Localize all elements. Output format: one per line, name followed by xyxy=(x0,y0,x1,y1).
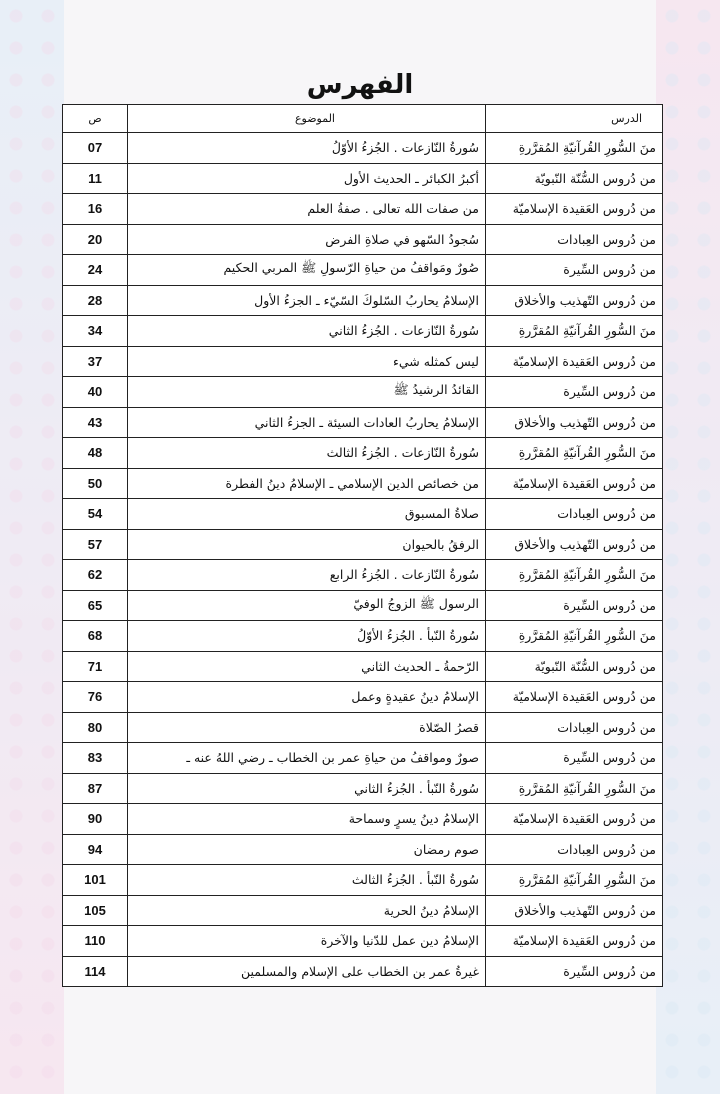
row-page-cell: 57 xyxy=(63,529,128,560)
row-lesson-cell: من دُروس التّهذيب والأخلاق xyxy=(486,895,663,926)
table-row xyxy=(63,224,663,255)
row-lesson-cell: من دُروس العِبادات xyxy=(486,224,663,255)
row-page-cell: 37 xyxy=(63,346,128,377)
row-topic-cell: ليس كمثله شيء xyxy=(128,346,486,377)
row-topic-cell: صورٌ ومواقفُ من حياةِ عمر بن الخطاب ـ رضي اللهُ عنه ـ xyxy=(128,743,486,774)
table-row xyxy=(63,468,663,499)
row-topic-cell: من خصائص الدين الإسلامي ـ الإسلامُ دينُ الفطرة xyxy=(128,468,486,499)
table-row xyxy=(63,438,663,469)
page-title: الفهرس xyxy=(306,70,414,100)
row-lesson-cell: من دُروس العِبادات xyxy=(486,712,663,743)
table-row xyxy=(63,834,663,865)
row-page-cell: 54 xyxy=(63,499,128,530)
row-lesson-cell: من دُروس التّهذيب والأخلاق xyxy=(486,529,663,560)
table-row xyxy=(63,560,663,591)
row-page-cell: 24 xyxy=(63,255,128,286)
header-page: ص xyxy=(63,105,128,133)
row-lesson-cell: من دُروس العِبادات xyxy=(486,834,663,865)
table-row xyxy=(63,407,663,438)
row-lesson-cell: منَ السُّورِ القُرآنيّةِ المُقرَّرةِ xyxy=(486,133,663,164)
table-row xyxy=(63,255,663,286)
row-page-cell: 65 xyxy=(63,590,128,621)
row-lesson-cell: منَ السُّورِ القُرآنيّةِ المُقرَّرةِ xyxy=(486,865,663,896)
row-topic-cell: سُجودُ السّهو في صلاةِ الفرض xyxy=(128,224,486,255)
table-row xyxy=(63,895,663,926)
table-row xyxy=(63,285,663,316)
table-row xyxy=(63,133,663,164)
row-lesson-cell: من دُروس العَقيدة الإسلاميّة xyxy=(486,804,663,835)
row-lesson-cell: من دُروس التّهذيب والأخلاق xyxy=(486,285,663,316)
row-topic-cell: سُورةُ النّازعات . الجُزءُ الرابع xyxy=(128,560,486,591)
row-page-cell: 43 xyxy=(63,407,128,438)
row-lesson-cell: من دُروس السِّيرة xyxy=(486,377,663,408)
row-topic-cell: أكبرُ الكبائر ـ الحديث الأول xyxy=(128,163,486,194)
table-row xyxy=(63,316,663,347)
table-row xyxy=(63,804,663,835)
table-row xyxy=(63,377,663,408)
row-lesson-cell: من دُروس العِبادات xyxy=(486,499,663,530)
row-lesson-cell: من دُروس العَقيدة الإسلاميّة xyxy=(486,194,663,225)
row-topic-cell: غيرةُ عمر بن الخطاب على الإسلام والمسلمين xyxy=(128,956,486,987)
row-page-cell: 68 xyxy=(63,621,128,652)
row-page-cell: 87 xyxy=(63,773,128,804)
row-topic-cell: الرسول ﷺ الزوجُ الوفيّ xyxy=(128,590,486,621)
row-topic-cell: صوم رمضان xyxy=(128,834,486,865)
row-page-cell: 48 xyxy=(63,438,128,469)
row-page-cell: 105 xyxy=(63,895,128,926)
row-lesson-cell: منَ السُّورِ القُرآنيّةِ المُقرَّرةِ xyxy=(486,316,663,347)
row-lesson-cell: من دُروس السِّيرة xyxy=(486,956,663,987)
header-lesson: الدرس xyxy=(486,105,663,133)
row-topic-cell: قصرُ الصّلاة xyxy=(128,712,486,743)
row-lesson-cell: من دُروس العَقيدة الإسلاميّة xyxy=(486,926,663,957)
row-lesson-cell: منَ السُّورِ القُرآنيّةِ المُقرَّرةِ xyxy=(486,560,663,591)
row-topic-cell: صُورٌ ومَواقفُ من حياةِ الرّسولِ ﷺ المربي الحكيم xyxy=(128,255,486,286)
row-topic-cell: سُورةُ النّازعات . الجُزءُ الأوّلُ xyxy=(128,133,486,164)
index-table xyxy=(62,104,663,987)
row-page-cell: 50 xyxy=(63,468,128,499)
row-page-cell: 40 xyxy=(63,377,128,408)
table-row xyxy=(63,346,663,377)
table-row xyxy=(63,621,663,652)
row-topic-cell: الإسلامُ دينُ الحرية xyxy=(128,895,486,926)
row-page-cell: 101 xyxy=(63,865,128,896)
row-page-cell: 76 xyxy=(63,682,128,713)
table-row xyxy=(63,499,663,530)
row-page-cell: 90 xyxy=(63,804,128,835)
row-topic-cell: الإسلامُ يحاربُ العادات السيئة ـ الجزءُ الثاني xyxy=(128,407,486,438)
row-lesson-cell: من دُروس العَقيدة الإسلاميّة xyxy=(486,682,663,713)
row-topic-cell: القائدُ الرشيدُ ﷺ xyxy=(128,377,486,408)
row-topic-cell: سُورةُ النّبأ . الجُزءُ الثالث xyxy=(128,865,486,896)
row-lesson-cell: منَ السُّورِ القُرآنيّةِ المُقرَّرةِ xyxy=(486,773,663,804)
table-row xyxy=(63,926,663,957)
table-row xyxy=(63,194,663,225)
row-page-cell: 34 xyxy=(63,316,128,347)
row-topic-cell: الإسلامُ دين عمل للدّنيا والآخرة xyxy=(128,926,486,957)
row-lesson-cell: من دُروس السُّنّة النّبويّة xyxy=(486,163,663,194)
row-page-cell: 62 xyxy=(63,560,128,591)
table-body xyxy=(63,133,663,987)
table-row xyxy=(63,956,663,987)
row-page-cell: 71 xyxy=(63,651,128,682)
table-row xyxy=(63,773,663,804)
row-topic-cell: صلاةُ المسبوق xyxy=(128,499,486,530)
row-lesson-cell: من دُروس السُّنّة النّبويّة xyxy=(486,651,663,682)
row-page-cell: 83 xyxy=(63,743,128,774)
row-lesson-cell: من دُروس السِّيرة xyxy=(486,743,663,774)
row-lesson-cell: منَ السُّورِ القُرآنيّةِ المُقرَّرةِ xyxy=(486,621,663,652)
row-topic-cell: سُورةُ النّبأ . الجُزءُ الثاني xyxy=(128,773,486,804)
row-topic-cell: الإسلامُ دينُ يسرٍ وسماحة xyxy=(128,804,486,835)
row-topic-cell: سُورةُ النّازعات . الجُزءُ الثالث xyxy=(128,438,486,469)
row-lesson-cell: من دُروس السِّيرة xyxy=(486,255,663,286)
row-page-cell: 94 xyxy=(63,834,128,865)
header-topic: الموضوع xyxy=(128,105,486,133)
row-topic-cell: سُورةُ النّازعات . الجُزءُ الثاني xyxy=(128,316,486,347)
table-row xyxy=(63,865,663,896)
table-row xyxy=(63,590,663,621)
row-lesson-cell: من دُروس التّهذيب والأخلاق xyxy=(486,407,663,438)
row-topic-cell: سُورةُ النّبأ . الجُزءُ الأوّلُ xyxy=(128,621,486,652)
row-page-cell: 16 xyxy=(63,194,128,225)
table-row xyxy=(63,529,663,560)
table-row xyxy=(63,651,663,682)
table-row xyxy=(63,163,663,194)
row-lesson-cell: من دُروس العَقيدة الإسلاميّة xyxy=(486,468,663,499)
row-page-cell: 110 xyxy=(63,926,128,957)
row-page-cell: 28 xyxy=(63,285,128,316)
row-topic-cell: الرّحمةُ ـ الحديث الثاني xyxy=(128,651,486,682)
table-row xyxy=(63,682,663,713)
table-header-row xyxy=(63,105,663,133)
table-row xyxy=(63,743,663,774)
row-page-cell: 80 xyxy=(63,712,128,743)
row-lesson-cell: من دُروس العَقيدة الإسلاميّة xyxy=(486,346,663,377)
table-row xyxy=(63,712,663,743)
row-page-cell: 11 xyxy=(63,163,128,194)
row-topic-cell: من صفات الله تعالى . صفةُ العلم xyxy=(128,194,486,225)
row-topic-cell: الرفقُ بالحيوان xyxy=(128,529,486,560)
row-lesson-cell: من دُروس السِّيرة xyxy=(486,590,663,621)
row-page-cell: 07 xyxy=(63,133,128,164)
row-page-cell: 20 xyxy=(63,224,128,255)
row-topic-cell: الإسلامُ يحاربُ السّلوكَ السّيّء ـ الجزءُ الأول xyxy=(128,285,486,316)
row-topic-cell: الإسلامُ دينُ عقيدةٍ وعمل xyxy=(128,682,486,713)
row-page-cell: 114 xyxy=(63,956,128,987)
row-lesson-cell: منَ السُّورِ القُرآنيّةِ المُقرَّرةِ xyxy=(486,438,663,469)
